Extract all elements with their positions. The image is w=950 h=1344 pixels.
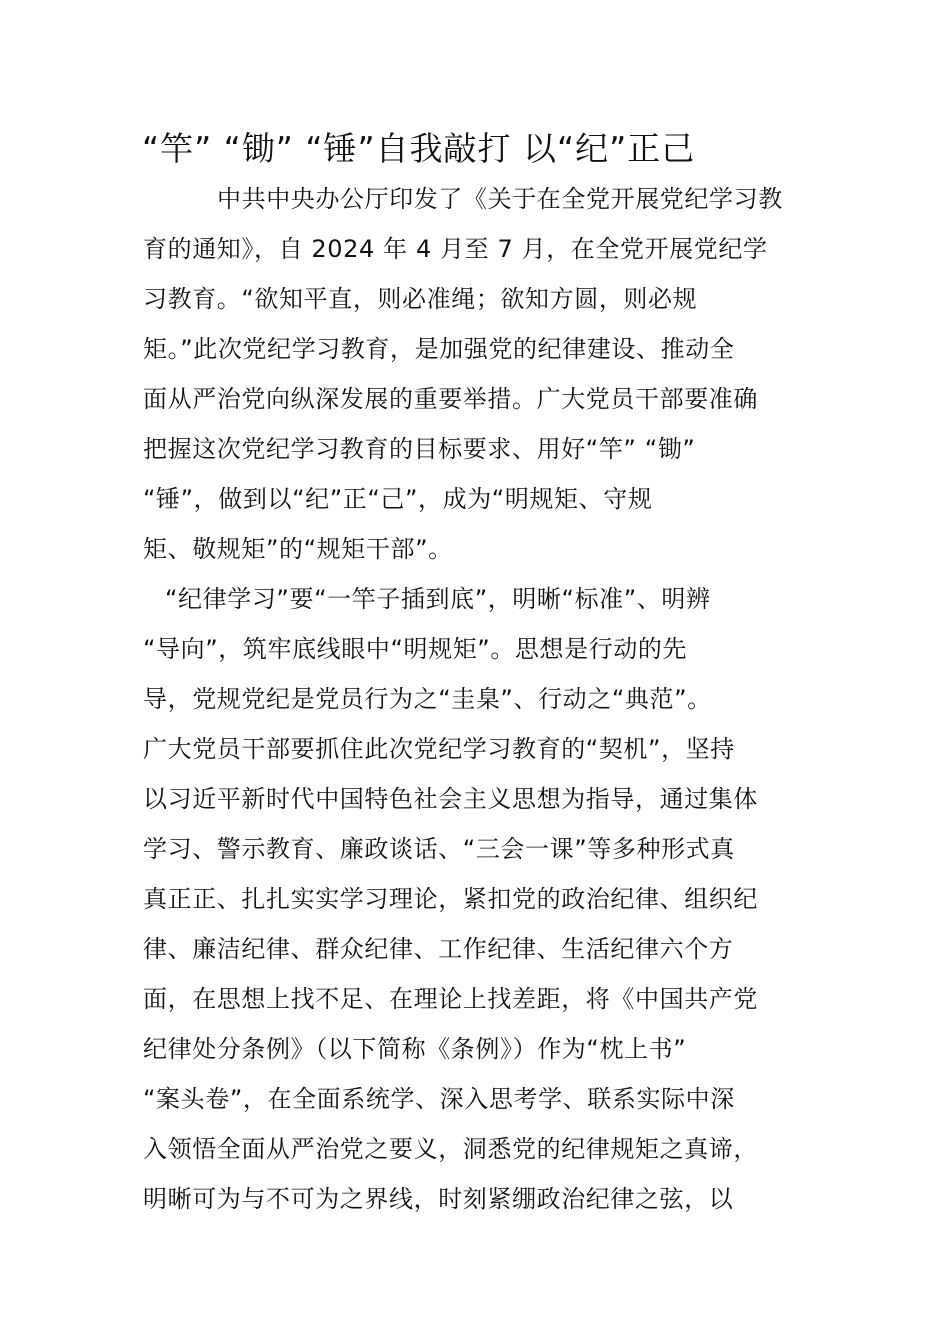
paragraph-line: 面，在思想上找不足、在理论上找差距，将《中国共产党	[143, 985, 758, 1013]
paragraph-line: 明晰可为与不可为之界线，时刻紧绷政治纪律之弦，以	[143, 1185, 734, 1213]
paragraph-line: “锤”，做到以“纪”正“己”，成为“明规矩、守规	[143, 485, 653, 513]
paragraph-line: “纪律学习”要“一竿子插到底”，明晰“标准”、明辨	[165, 585, 711, 613]
paragraph-2	[143, 574, 808, 1224]
paragraph-line: 纪律处分条例》（以下简称《条例》）作为“枕上书”	[143, 1035, 687, 1063]
paragraph-line: 面从严治党向纵深发展的重要举措。广大党员干部要准确	[143, 385, 758, 413]
paragraph-line: 学习、警示教育、廉政谈话、“三会一课”等多种形式真	[143, 835, 735, 863]
document-title: “竿” “锄” “锤”自我敲打 以“纪”正己	[142, 129, 696, 168]
paragraph-line: 矩。”此次党纪学习教育，是加强党的纪律建设、推动全	[143, 335, 735, 363]
paragraph-line: 育的通知》，自 2024 年 4 月至 7 月，在全党开展党纪学	[143, 235, 768, 263]
paragraph-line: “案头卷”，在全面系统学、深入思考学、联系实际中深	[143, 1085, 735, 1113]
paragraph-line: 把握这次党纪学习教育的目标要求、用好“竿” “锄”	[143, 435, 696, 463]
paragraph-1	[143, 174, 808, 574]
paragraph-line: “导向”，筑牢底线眼中“明规矩”。思想是行动的先	[143, 635, 688, 663]
paragraph-line: 真正正、扎扎实实学习理论，紧扣党的政治纪律、组织纪	[143, 885, 758, 913]
paragraph-line: 矩、敬规矩”的“规矩干部”。	[143, 535, 453, 563]
paragraph-line: 习教育。“欲知平直，则必准绳；欲知方圆，则必规	[143, 285, 698, 313]
paragraph-line: 律、廉洁纪律、群众纪律、工作纪律、生活纪律六个方	[143, 935, 734, 963]
paragraph-line: 以习近平新时代中国特色社会主义思想为指导，通过集体	[143, 785, 758, 813]
paragraph-line: 广大党员干部要抓住此次党纪学习教育的“契机”，坚持	[143, 735, 735, 763]
paragraph-line: 入领悟全面从严治党之要义，洞悉党的纪律规矩之真谛，	[143, 1135, 758, 1163]
paragraph-line: 导，党规党纪是党员行为之“圭臬”、行动之“典范”。	[143, 685, 712, 713]
paragraph-line: 中共中央办公厅印发了《关于在全党开展党纪学习教	[217, 185, 783, 213]
